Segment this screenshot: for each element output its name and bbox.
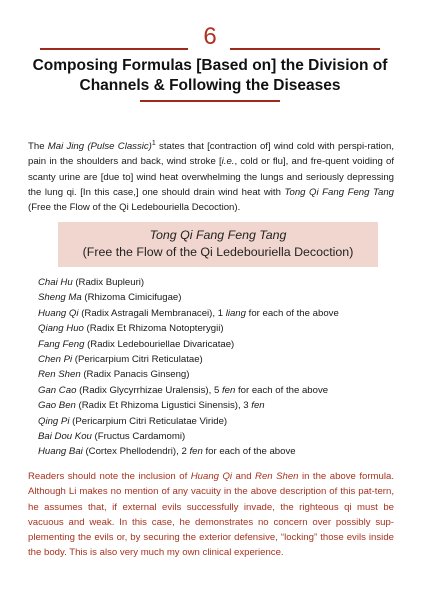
formula-name-inline: Tong Qi Fang Feng Tang (284, 187, 395, 199)
commentary-text: and (232, 471, 256, 482)
ingredient-item (38, 444, 388, 459)
ingredient-item (38, 367, 388, 382)
formula-box (58, 222, 378, 267)
ingredient-dose-unit: fen (251, 400, 265, 412)
ie-abbrev: i.e. (221, 156, 235, 168)
ingredient-dose-unit: liang (225, 307, 246, 319)
ingredient-name: Gan Cao (38, 384, 77, 396)
ingredient-item (38, 429, 388, 444)
ingredient-item (38, 398, 388, 413)
ingredient-list (38, 275, 388, 460)
ingredient-latin: (Radix Et Rhizoma Notopterygii) (83, 323, 224, 335)
ingredient-item (38, 290, 388, 305)
commentary-text: in the above formula. Although Li makes no mention of any vacuity in the above description of this pat-tern, he assumes that, if external evils successfully invade, the righteous qi must be vacuous and weak. In this case, he demonstrates no concern over possibly sup-plementing the evils or, by securing the exterior defensive, “locking” those evils inside the body. This is also very much my own clinical experience. (28, 471, 395, 559)
ingredient-name: Gao Ben (38, 400, 76, 412)
ingredient-latin: (Fructus Cardamomi) (91, 431, 186, 443)
chapter-heading (40, 22, 380, 54)
herb-name: Ren Shen (255, 471, 299, 482)
intro-text: states that [contraction of] wind cold with perspi-ration, pain in the shoulders and back, wind stroke [ (28, 141, 394, 168)
intro-paragraph (28, 136, 394, 216)
chapter-number: 6 (203, 23, 217, 50)
ingredient-latin: (Radix Ledebouriellae Divaricatae) (84, 338, 235, 350)
ingredient-name: Huang Bai (38, 446, 83, 458)
ingredient-dose-unit: fen (189, 446, 203, 458)
ingredient-item (38, 275, 388, 290)
ingredient-latin: (Cortex Phellodendri), 2 (82, 446, 190, 458)
footnote-marker[interactable]: 1 (151, 140, 156, 147)
ingredient-latin: (Radix Et Rhizoma Ligustici Sinensis), 3 (75, 400, 252, 412)
ingredient-name: Huang Qi (38, 307, 79, 319)
commentary-text: Readers should note the inclusion of (28, 471, 191, 482)
ingredient-dose-unit: fen (221, 384, 236, 396)
ingredient-latin: (Rhizoma Cimicifugae) (81, 292, 182, 304)
chapter-title-line-2: Channels & Following the Diseases (79, 77, 341, 94)
ingredient-name: Bai Dou Kou (38, 431, 92, 443)
chapter-title (30, 56, 390, 96)
ingredient-dose-note: for each of the above (202, 446, 296, 458)
ingredient-item (38, 352, 388, 367)
ingredient-latin: (Radix Panacis Ginseng) (80, 369, 190, 381)
ingredient-item (38, 321, 388, 336)
intro-text: The (28, 141, 48, 153)
ingredient-dose-note: for each of the above (245, 307, 339, 319)
formula-name: Tong Qi Fang Feng Tang (149, 228, 287, 242)
chapter-title-line-1: Composing Formulas [Based on] the Division of (32, 57, 388, 74)
ingredient-dose-note: for each of the above (235, 384, 329, 396)
ingredient-latin: (Radix Astragali Membranacei), 1 (78, 307, 226, 319)
ingredient-latin: (Radix Bupleuri) (72, 277, 145, 288)
chapter-rule-right (230, 48, 380, 50)
ingredient-name: Qiang Huo (38, 323, 84, 335)
ingredient-name: Qing Pi (38, 415, 70, 427)
ingredient-name: Ren Shen (38, 369, 81, 381)
ingredient-name: Chen Pi (38, 354, 73, 366)
intro-text: (Free the Flow of the Qi Ledebouriella Decoction). (28, 202, 241, 214)
ingredient-name: Fang Feng (38, 338, 85, 350)
formula-translation: (Free the Flow of the Qi Ledebouriella Decoction) (82, 245, 354, 259)
ingredient-item (38, 383, 388, 398)
ingredient-latin: (Pericarpium Citri Reticulatae Viride) (69, 415, 228, 427)
ingredient-name: Chai Hu (38, 277, 73, 288)
title-underline (140, 100, 280, 102)
ingredient-item (38, 414, 388, 429)
ingredient-item (38, 306, 388, 321)
source-title: Mai Jing (Pulse Classic) (47, 141, 152, 153)
ingredient-latin: (Radix Glycyrrhizae Uralensis), 5 (76, 384, 222, 396)
commentary-paragraph (28, 469, 394, 561)
ingredient-item (38, 337, 388, 352)
ingredient-name: Sheng Ma (38, 292, 82, 304)
intro-text: , cold or flu], and fre-quent voiding of scanty urine are [due to] wind heat overwhelming the lungs and seriously depressing the lung qi. [In this case,] one should drain wind heat with (28, 156, 394, 199)
herb-name: Huang Qi (190, 471, 233, 482)
ingredient-latin: (Pericarpium Citri Reticulatae) (72, 354, 203, 366)
